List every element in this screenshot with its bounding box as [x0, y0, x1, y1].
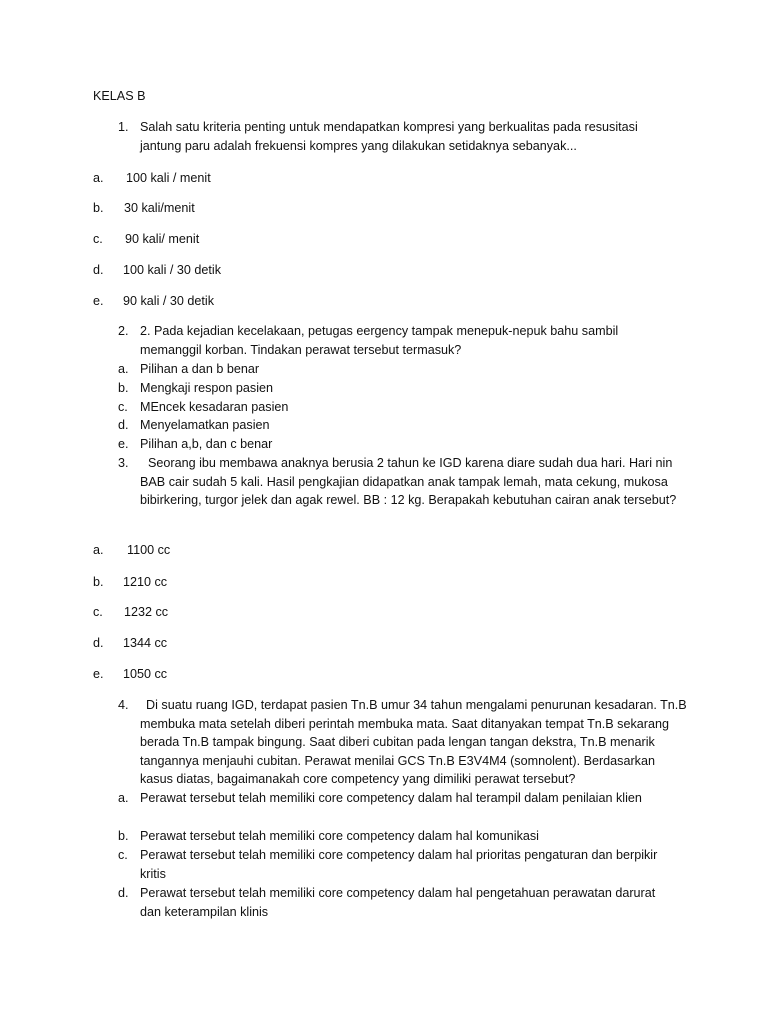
- q3-option-b-text: 1210 cc: [123, 575, 168, 589]
- q1-option-e-text: 90 kali / 30 detik: [123, 294, 215, 308]
- question-1-number: 1.: [118, 120, 129, 134]
- question-3-text: Seorang ibu membawa anaknya berusia 2 tahun ke IGD karena diare sudah dua hari. Hari nin BAB cair sudah 5 kali. Hasil pengkajian didapatkan anak tampak lemah, mata cekung, mukosa bibirkering, turgor jelek dan agak rewel. BB : 12 kg. Berapakah kebutuhan cairan anak tersebut?: [140, 456, 677, 508]
- q1-option-b-text: 30 kali/menit: [124, 201, 195, 215]
- q2-option-e-letter: e.: [118, 437, 129, 451]
- q2-option-c-letter: c.: [118, 400, 128, 414]
- q1-option-d-text: 100 kali / 30 detik: [123, 263, 222, 277]
- q2-option-b-text: Mengkaji respon pasien: [140, 381, 274, 395]
- question-4-text: Di suatu ruang IGD, terdapat pasien Tn.B umur 34 tahun mengalami penurunan kesadaran. Tn.B membuka mata setelah diberi perintah membuka mata. Saat ditanyakan tempat Tn.B sekarang berada Tn.B tampak bingung. Saat diberi cubitan pada lengan tangan dekstra, Tn.B menarik tangannya menjauhi cubitan. Perawat menilai GCS Tn.B E3V4M4 (somnolent). Berdasarkan kasus diatas, bagaimanakah core competency yang dimiliki perawat tersebut?: [140, 698, 687, 787]
- q4-option-a-text: Perawat tersebut telah memiliki core competency dalam hal terampil dalam penilaian klien: [140, 791, 642, 805]
- question-1-text: Salah satu kriteria penting untuk mendapatkan kompresi yang berkualitas pada resusitasi jantung paru adalah frekuensi kompres yang dilakukan setidaknya sebanyak...: [140, 120, 638, 153]
- question-2-text: 2. Pada kejadian kecelakaan, petugas eergency tampak menepuk-nepuk bahu sambil memanggil korban. Tindakan perawat tersebut termasuk?: [140, 324, 619, 357]
- q3-option-e-letter: e.: [93, 667, 104, 681]
- q1-option-a-text: 100 kali / menit: [126, 171, 211, 185]
- question-4-number: 4.: [118, 698, 129, 712]
- q4-option-b-letter: b.: [118, 829, 129, 843]
- q4-option-c-letter: c.: [118, 848, 128, 862]
- q2-option-d-letter: d.: [118, 418, 129, 432]
- q2-option-a-text: Pilihan a dan b benar: [140, 362, 260, 376]
- q4-option-d-letter: d.: [118, 886, 129, 900]
- q3-option-c-text: 1232 cc: [124, 605, 169, 619]
- q2-option-e-text: Pilihan a,b, dan c benar: [140, 437, 273, 451]
- q1-option-e-letter: e.: [93, 294, 104, 308]
- question-2-number: 2.: [118, 324, 129, 338]
- q3-option-d-text: 1344 cc: [123, 636, 168, 650]
- q1-option-d-letter: d.: [93, 263, 104, 277]
- q2-option-b-letter: b.: [118, 381, 129, 395]
- class-heading: KELAS B: [93, 89, 146, 103]
- q4-option-a-letter: a.: [118, 791, 129, 805]
- q3-option-d-letter: d.: [93, 636, 104, 650]
- q2-option-a-letter: a.: [118, 362, 129, 376]
- q1-option-a-letter: a.: [93, 171, 104, 185]
- q3-option-a-text: 1100 cc: [127, 543, 171, 557]
- q4-option-d-text: Perawat tersebut telah memiliki core competency dalam hal pengetahuan perawatan darurat dan keterampilan klinis: [140, 886, 656, 919]
- q2-option-c-text: MEncek kesadaran pasien: [140, 400, 289, 414]
- question-3-number: 3.: [118, 456, 129, 470]
- q3-option-a-letter: a.: [93, 543, 104, 557]
- q1-option-c-text: 90 kali/ menit: [125, 232, 200, 246]
- q3-option-b-letter: b.: [93, 575, 104, 589]
- q3-option-e-text: 1050 cc: [123, 667, 168, 681]
- q3-option-c-letter: c.: [93, 605, 103, 619]
- q4-option-c-text: Perawat tersebut telah memiliki core competency dalam hal prioritas pengaturan dan berpikir kritis: [140, 848, 658, 881]
- q1-option-c-letter: c.: [93, 232, 103, 246]
- q2-option-d-text: Menyelamatkan pasien: [140, 418, 270, 432]
- q1-option-b-letter: b.: [93, 201, 104, 215]
- q4-option-b-text: Perawat tersebut telah memiliki core competency dalam hal komunikasi: [140, 829, 539, 843]
